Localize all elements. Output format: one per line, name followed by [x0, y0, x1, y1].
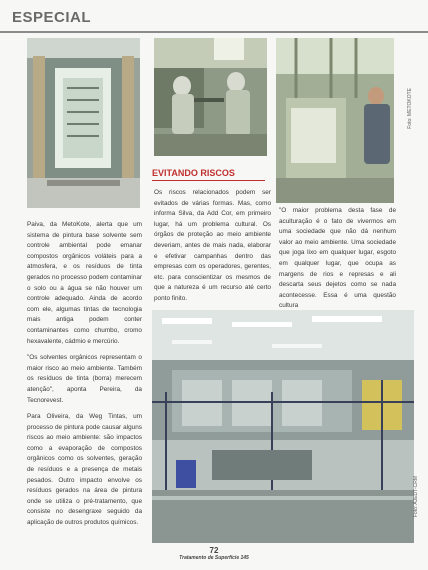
- paragraph: Paiva, da MetoKote, alerta que um sistema de pintura base solvente sem controle ambiental pode emanar compostos orgânicos voláteis para a atmosfera, e os resíduos de tinta gerados no processo podem contaminar o solo ou a água se não houver um controle adequado. Ainda de acordo com ele, algumas tintas de tecnologia mais antiga podem conter contaminantes como chumbo, cromo hexavalente, cádmio e mercúrio.: [27, 221, 142, 345]
- paragraph: Os riscos relacionados podem ser evitados de várias formas. Mas, como informa Silva, da Add Cor, em primeiro lugar, há um problema cultural. Os órgãos de proteção ao meio ambiente deveriam, antes de mais nada, elaborar e efetivar campanhas dentro das empresas com os operadores, gerentes, etc. para conscientizar os mesmos de que a natureza é um recurso até certo ponto finito.: [154, 189, 271, 302]
- article-column-left: [27, 220, 142, 535]
- section-label: ESPECIAL: [12, 9, 92, 26]
- paint-line-plant-photo: [152, 310, 414, 543]
- workers-spray-painting-photo: [154, 38, 267, 156]
- section-subheading: EVITANDO RISCOS: [152, 168, 265, 181]
- page-number: 72: [209, 546, 219, 555]
- paragraph: Para Oliveira, da Weg Tintas, um processo de pintura pode causar alguns riscos ao meio ambiente: são impactos como a evaporação de compostos orgânicos como os solventes, geração de resíduos e a presença de metais pesados. Outro impacto envolve os resíduos gerados na área de pintura onde se utiliza o pré-tratamento, que consiste no desengraxe seguido da aplicação de outros produtos químicos.: [27, 413, 142, 527]
- booth-spray-chamber-photo: [27, 38, 140, 208]
- article-column-middle: [154, 188, 271, 311]
- article-column-right: [279, 206, 396, 318]
- photo-credit-right: Foto: METOKOTE: [407, 88, 413, 129]
- paragraph: "O maior problema desta fase de aculturação é o fato de vivermos em uma sociedade que não dá nenhum valor ao meio ambiente. Uma sociedade que joga lixo em qualquer lugar, esgoto em qualquer lugar, que ocupa as margens de rios e represas e ali descarta seus dejetos como se nada acontecesse. Essa é uma questão cultura: [279, 207, 396, 310]
- paragraph: "Os solventes orgânicos representam o maior risco ao meio ambiente. Também os resíduos de tinta (borra) merecem atenção", aponta Pereira, da Tecnorevest.: [27, 354, 142, 404]
- header-bar: [0, 0, 428, 33]
- page-footer: [0, 546, 428, 561]
- workers-in-painting-booth-photo: [276, 38, 394, 203]
- photo-credit-bottom: Foto: AJEDT-CRM: [413, 476, 419, 518]
- magazine-title: Tratamento de Superfície 145: [179, 555, 249, 561]
